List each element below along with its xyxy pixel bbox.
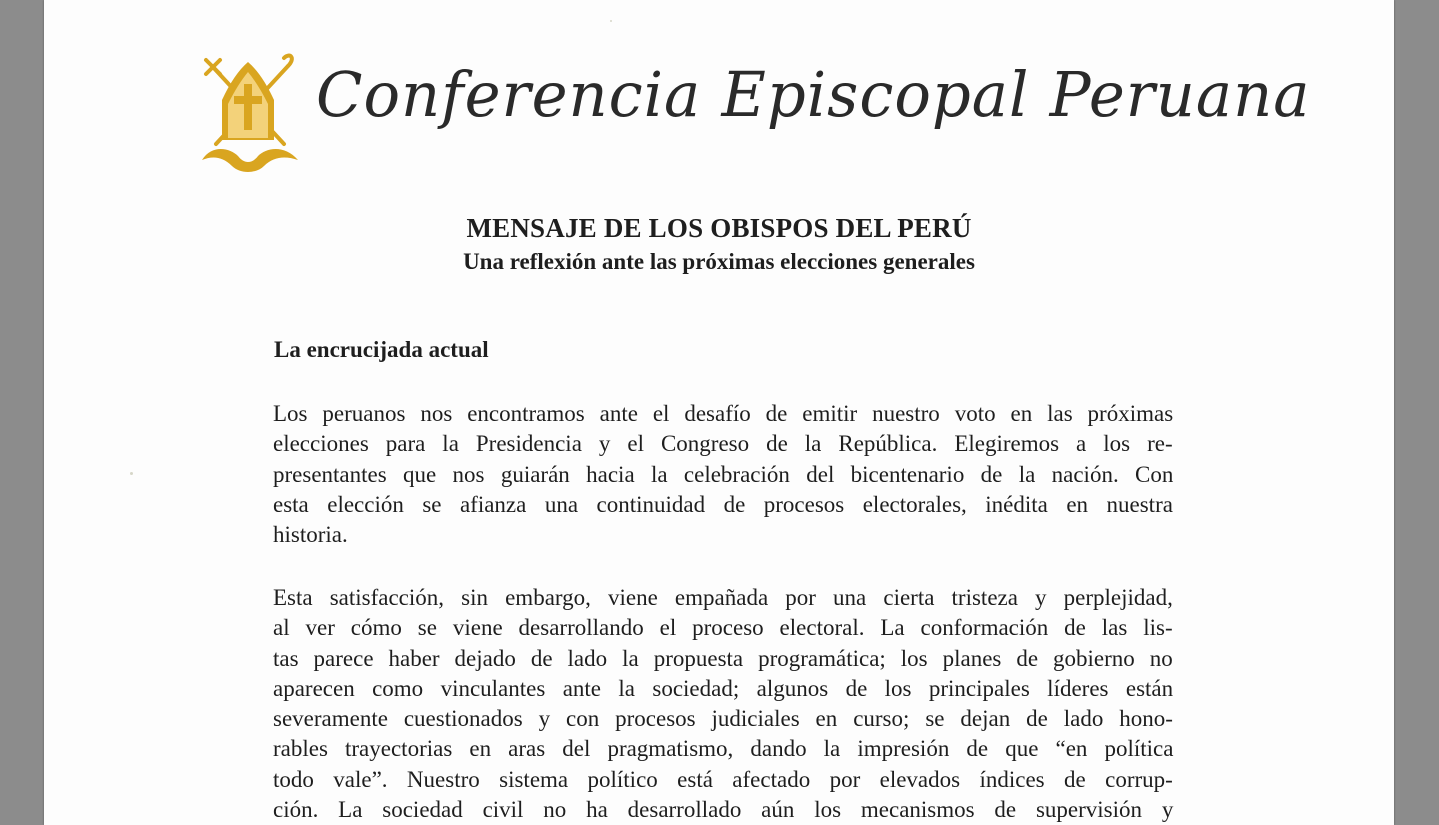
scan-speck xyxy=(610,20,612,22)
scan-speck xyxy=(130,472,133,475)
paragraph-line: todo vale”. Nuestro sistema político está afectado por elevados índices de corrup- xyxy=(273,766,1173,792)
paragraph-1 xyxy=(273,399,1173,550)
paragraph-line: severamente cuestionados y con procesos judiciales en curso; se dejan de lado hono- xyxy=(273,706,1173,732)
document-subtitle: Una reflexión ante las próximas elecciones generales xyxy=(463,249,975,274)
paragraph-line: aparecen como vinculantes ante la sociedad; algunos de los principales líderes están xyxy=(273,675,1174,701)
paragraph-line: esta elección se afianza una continuidad de procesos electorales, inédita en nuestra xyxy=(273,491,1173,517)
paragraph-line: elecciones para la Presidencia y el Congreso de la República. Elegiremos a los re- xyxy=(273,431,1173,457)
letterhead xyxy=(198,52,1311,172)
document-page xyxy=(44,0,1394,825)
paragraph-line: Los peruanos nos encontramos ante el desafío de emitir nuestro voto en las próximas xyxy=(273,401,1174,426)
paragraph-line: Esta satisfacción, sin embargo, viene empañada por una cierta tristeza y perplejidad, xyxy=(273,585,1173,610)
paragraph-line: ción. La sociedad civil no ha desarrollado aún los mecanismos de supervisión y xyxy=(273,797,1174,823)
paragraph-line: al ver cómo se viene desarrollando el proceso electoral. La conformación de las lis- xyxy=(273,615,1173,641)
paragraph-line: historia. xyxy=(273,522,348,548)
paragraph-line: tas parece haber dejado de lado la propuesta programática; los planes de gobierno no xyxy=(273,645,1173,671)
viewer-background-right xyxy=(1394,0,1439,825)
viewer-background-left xyxy=(0,0,44,825)
organization-name: Conferencia Episcopal Peruana xyxy=(316,58,1311,131)
document-title: MENSAJE DE LOS OBISPOS DEL PERÚ xyxy=(466,213,972,243)
paragraph-line: rables trayectorias en aras del pragmatismo, dando la impresión de que “en política xyxy=(273,736,1174,762)
paragraph-2 xyxy=(273,583,1173,825)
paragraph-line: presentantes que nos guiarán hacia la celebración del bicentenario de la nación. Con xyxy=(273,461,1174,487)
section-heading: La encrucijada actual xyxy=(274,337,489,362)
mitre-crozier-cross-icon xyxy=(198,52,302,172)
